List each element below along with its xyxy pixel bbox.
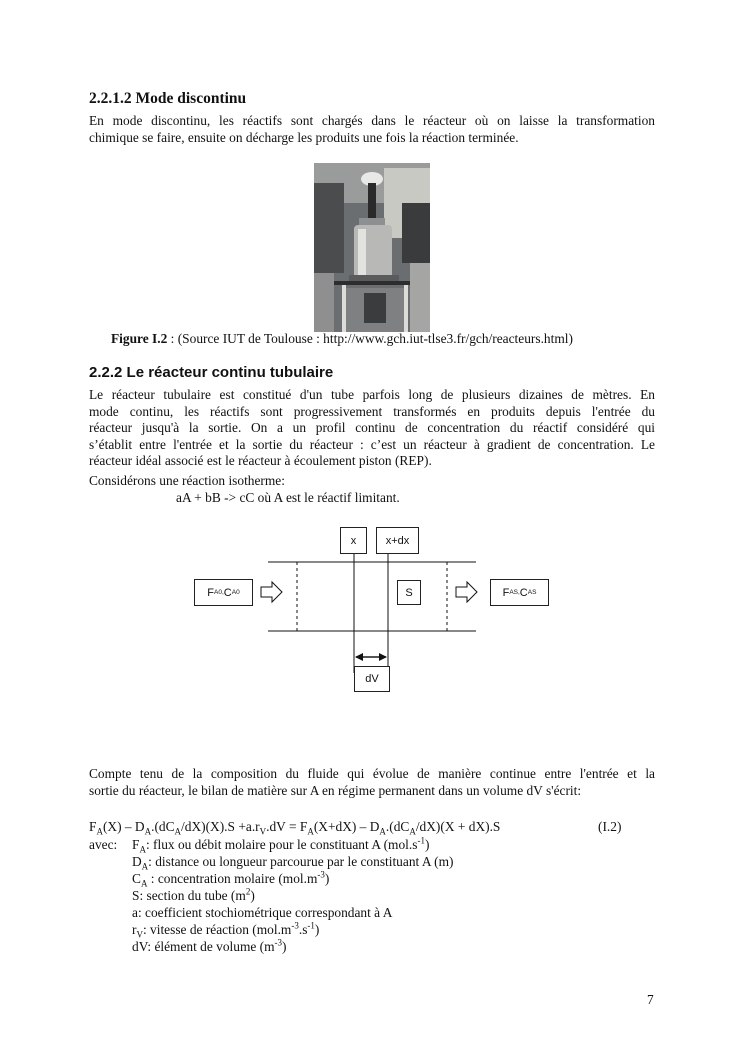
paragraph-line: s’établit entre l'entrée et la sortie du réacteur : c’est un réacteur à gradient de concentration. Le [89,436,655,452]
definition-dv: dV: élément de volume $(m^{-3})$ [132,937,287,954]
figure-caption-text: : (Source IUT de Toulouse : http://www.gch.iut-tlse3.fr/gch/reacteurs.html) [167,331,573,346]
mass-balance-equation: $F_A(X) - D_A.(dC_A/dX)(X).S +a.r_V.dV = F_A(X+dX) - D_A.(dC_A/dX)(X + dX).S$ [89,819,501,837]
figure-caption [111,331,573,347]
paragraph-line: réacteur idéal associé est le réacteur à écoulement piston (REP). [89,453,432,469]
definition-rv: $r_V$: vitesse de réaction $(mol.m^{-3}.s^{-1})$ [132,920,320,940]
label-section-s: S [397,580,421,605]
consider-text: Considérons une réaction isotherme: [89,473,285,488]
paragraph-mode-discontinu [89,113,655,146]
paragraph-line: En mode discontinu, les réactifs sont chargés dans le réacteur où on laisse la transformation [89,113,655,128]
paragraph-line: Le réacteur tubulaire est constitué d'un tube parfois long de plusieurs dizaines de mètres. En [89,387,655,402]
paragraph-line: mode continu, les réactifs sont progressivement transformés en produits depuis l'entrée du [89,403,655,419]
paragraph-line: réacteur jusqu'à la sortie. On a un profil continu de concentration du réactif considéré qui [89,420,655,436]
definition-ca: $C_A$ : concentration molaire $(mol.m^{-3})$ [132,869,330,889]
definitions-avec: avec: [89,837,118,852]
reactor-photo [314,163,430,332]
outlet-flow-label: F AS, C AS [490,579,549,606]
section-heading-reacteur-tubulaire: 2.2.2 Le réacteur continu tubulaire [89,364,334,381]
paragraph-line: sortie du réacteur, le bilan de matière sur A en régime permanent dans un volume dV s'écrit: [89,782,582,798]
paragraph-line: Compte tenu de la composition du fluide qui évolue de manière continue entre l'entrée et la [89,766,655,781]
paragraph-reacteur-tubulaire [89,387,655,470]
label-dv: dV [354,666,390,692]
figure-label: Figure I.2 [111,331,168,346]
reaction-equation: aA + bB -> cC où A est le réactif limitant. [176,490,400,505]
definition-da: $D_A$: distance ou longueur parcourue par le constituant A (m) [132,854,454,872]
page-number: 7 [647,992,654,1007]
outlet-flow-arrow [456,582,477,602]
definition-s: S: section du tube $(m^2)$ [132,886,255,903]
definition-a: a: coefficient stochiométrique correspondant à A [132,905,393,920]
definition-fa: $F_A$: flux ou débit molaire pour le constituant A $(mol.s^{-1})$ [132,835,430,855]
label-x-plus-dx: x+dx [376,527,419,554]
inlet-flow-arrow [261,582,282,602]
inlet-flow-label: F A0, C A0 [194,579,253,606]
paragraph-line: chimique se faire, ensuite on décharge les produits une fois la réaction terminée. [89,129,519,145]
label-x: x [340,527,367,554]
paragraph-bilan-matiere [89,766,655,799]
equation-number: (I.2) [598,819,622,834]
section-heading-mode-discontinu: 2.2.1.2 Mode discontinu [89,90,247,107]
